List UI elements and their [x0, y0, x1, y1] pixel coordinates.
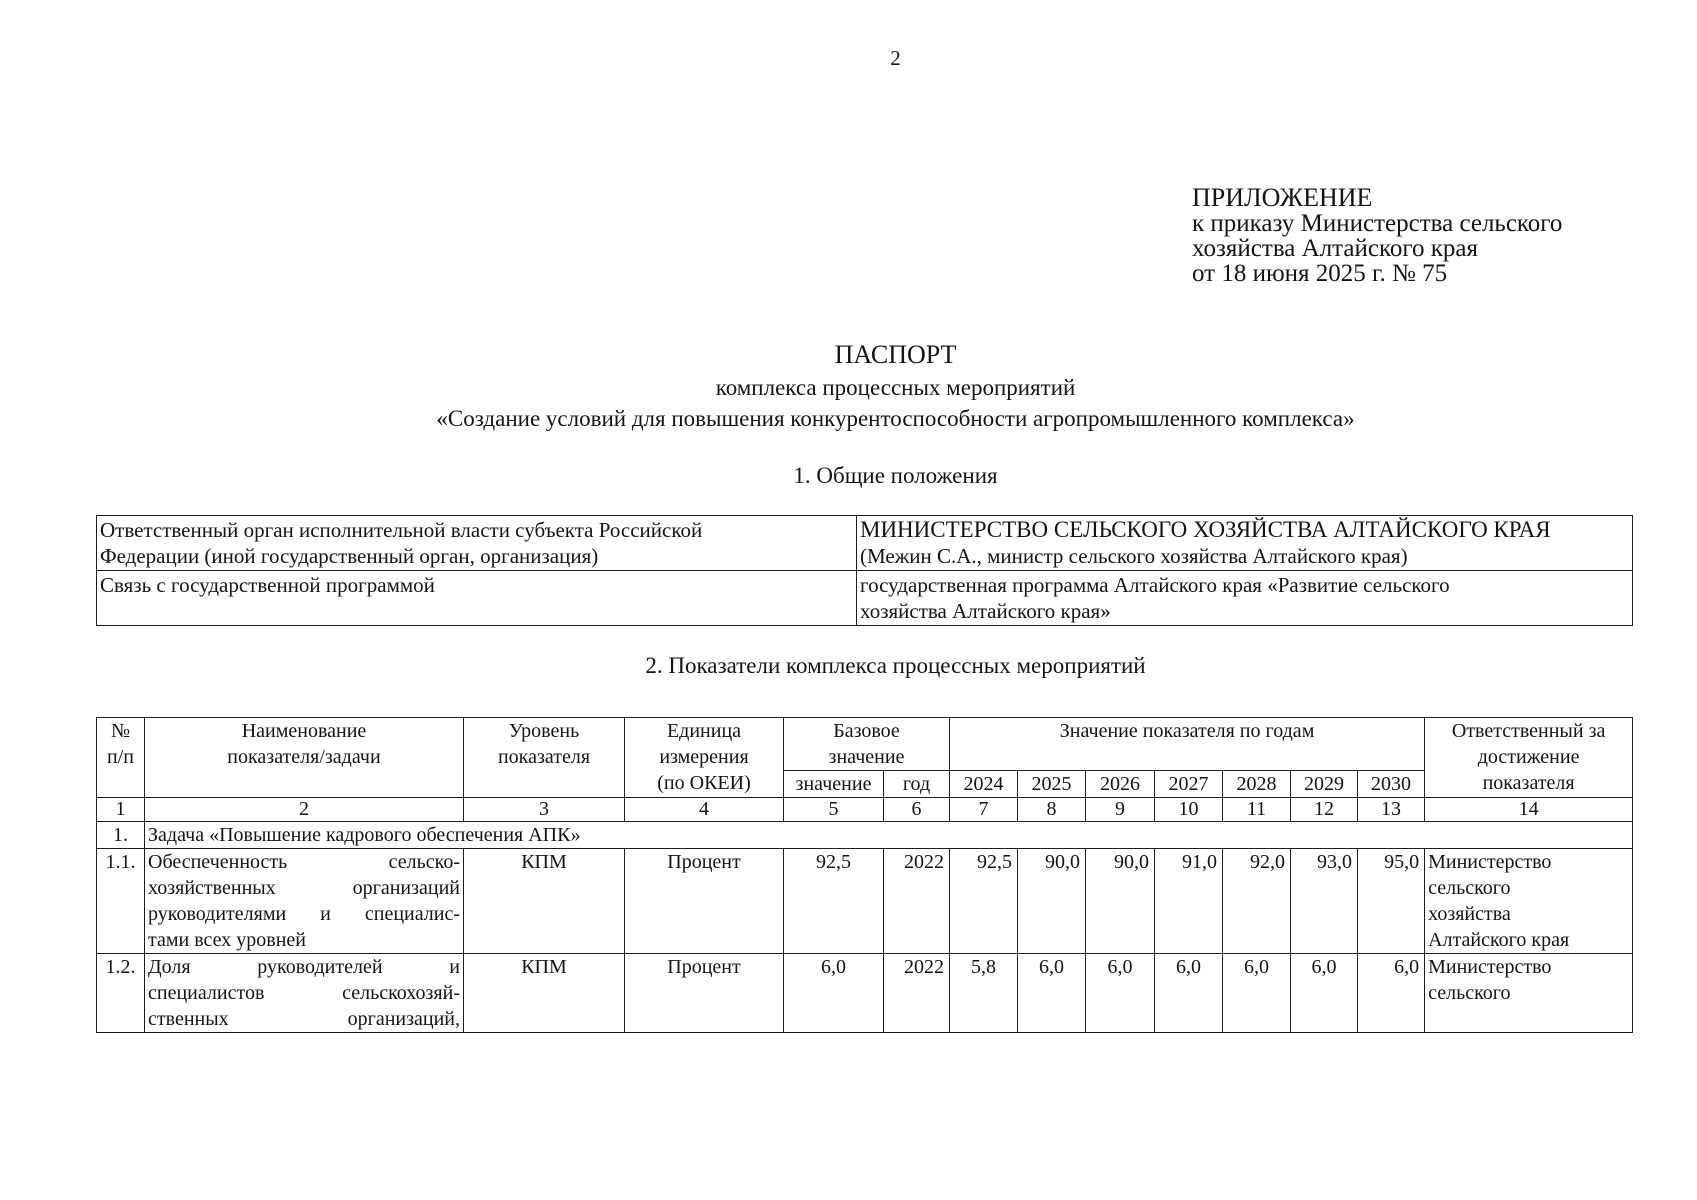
table-cell-value: государственная программа Алтайского края «Развитие сельского хозяйства Алтайского края» — [857, 571, 1633, 626]
header-unit: Единица измерения (по ОКЕИ) — [625, 718, 784, 798]
column-number: 8 — [1018, 798, 1086, 822]
row-responsible: Министерство сельского хозяйства Алтайского края — [1425, 849, 1633, 954]
header-year: 2028 — [1223, 771, 1291, 798]
column-number: 7 — [950, 798, 1018, 822]
table-row — [97, 954, 1633, 1033]
header-base-value: значение — [784, 771, 884, 798]
row-no: 1.2. — [97, 954, 145, 1033]
column-number: 13 — [1358, 798, 1425, 822]
row-value: 93,0 — [1291, 849, 1358, 954]
section-heading-general: 1. Общие положения — [793, 463, 998, 488]
row-no: 1.1. — [97, 849, 145, 954]
header-no: № п/п — [97, 718, 145, 798]
header-years-title: Значение показателя по годам — [950, 718, 1425, 771]
appendix-line: хозяйства Алтайского края — [1192, 235, 1478, 262]
column-number: 2 — [145, 798, 464, 822]
row-value: 6,0 — [1155, 954, 1223, 1033]
title-program-name: «Создание условий для повышения конкурентоспособности агропромышленного комплекса» — [436, 406, 1355, 431]
column-number: 6 — [884, 798, 950, 822]
column-numbers-row — [97, 798, 1633, 822]
row-level: КПМ — [464, 954, 625, 1033]
row-value: 95,0 — [1358, 849, 1425, 954]
header-year: 2024 — [950, 771, 1018, 798]
row-value: 5,8 — [950, 954, 1018, 1033]
table-cell-value: МИНИСТЕРСТВО СЕЛЬСКОГО ХОЗЯЙСТВА АЛТАЙСКОГО КРАЯ (Межин С.А., министр сельского хозяйства Алтайского края) — [857, 516, 1633, 571]
title-passport: ПАСПОРТ — [834, 340, 957, 369]
header-year: 2026 — [1086, 771, 1155, 798]
column-number: 10 — [1155, 798, 1223, 822]
header-level: Уровень показателя — [464, 718, 625, 798]
table-cell-label: Связь с государственной программой — [97, 571, 857, 626]
table-row — [97, 516, 1633, 571]
row-responsible: Министерство сельского — [1425, 954, 1633, 1033]
task-no: 1. — [97, 822, 145, 849]
column-number: 3 — [464, 798, 625, 822]
row-value: 90,0 — [1086, 849, 1155, 954]
row-unit: Процент — [625, 954, 784, 1033]
task-name: Задача «Повышение кадрового обеспечения АПК» — [145, 822, 1633, 849]
row-base-value: 6,0 — [784, 954, 884, 1033]
column-number: 12 — [1291, 798, 1358, 822]
row-value: 90,0 — [1018, 849, 1086, 954]
task-row — [97, 822, 1633, 849]
row-value: 6,0 — [1086, 954, 1155, 1033]
row-value: 92,5 — [950, 849, 1018, 954]
header-year: 2030 — [1358, 771, 1425, 798]
header-responsible: Ответственный за достижение показателя — [1425, 718, 1633, 798]
column-number: 9 — [1086, 798, 1155, 822]
row-name: Доля руководителей и специалистов сельскохозяй- ственных организаций, — [145, 954, 464, 1033]
table-row — [97, 849, 1633, 954]
row-value: 6,0 — [1223, 954, 1291, 1033]
document-title — [0, 338, 1697, 434]
general-provisions-table — [96, 515, 1633, 626]
appendix-line: к приказу Министерства сельского — [1192, 210, 1563, 237]
row-value: 6,0 — [1358, 954, 1425, 1033]
title-subtitle: комплекса процессных мероприятий — [715, 375, 1076, 400]
column-number: 5 — [784, 798, 884, 822]
appendix-line: от 18 июня 2025 г. № 75 — [1192, 260, 1448, 287]
indicators-table — [96, 717, 1633, 1033]
header-year: 2025 — [1018, 771, 1086, 798]
row-value: 92,0 — [1223, 849, 1291, 954]
row-unit: Процент — [625, 849, 784, 954]
row-value: 6,0 — [1018, 954, 1086, 1033]
column-number: 1 — [97, 798, 145, 822]
table-header-row — [97, 718, 1633, 771]
page-number: 2 — [890, 46, 901, 70]
table-cell-label: Ответственный орган исполнительной власти субъекта Российской Федерации (иной государственный орган, организация) — [97, 516, 857, 571]
column-number: 4 — [625, 798, 784, 822]
header-base-year: год — [884, 771, 950, 798]
header-name: Наименование показателя/задачи — [145, 718, 464, 798]
header-base: Базовое значение — [784, 718, 950, 771]
row-base-value: 92,5 — [784, 849, 884, 954]
row-value: 6,0 — [1291, 954, 1358, 1033]
table-row — [97, 571, 1633, 626]
row-base-year: 2022 — [884, 849, 950, 954]
appendix-heading: ПРИЛОЖЕНИЕ — [1192, 183, 1373, 212]
row-name: Обеспеченность сельско- хозяйственных организаций руководителями и специалис- тами всех уровней — [145, 849, 464, 954]
appendix-block — [1192, 184, 1562, 286]
row-base-year: 2022 — [884, 954, 950, 1033]
column-number: 11 — [1223, 798, 1291, 822]
section-heading-indicators: 2. Показатели комплекса процессных мероприятий — [645, 653, 1146, 678]
row-value: 91,0 — [1155, 849, 1223, 954]
column-number: 14 — [1425, 798, 1633, 822]
header-year: 2029 — [1291, 771, 1358, 798]
row-level: КПМ — [464, 849, 625, 954]
header-year: 2027 — [1155, 771, 1223, 798]
